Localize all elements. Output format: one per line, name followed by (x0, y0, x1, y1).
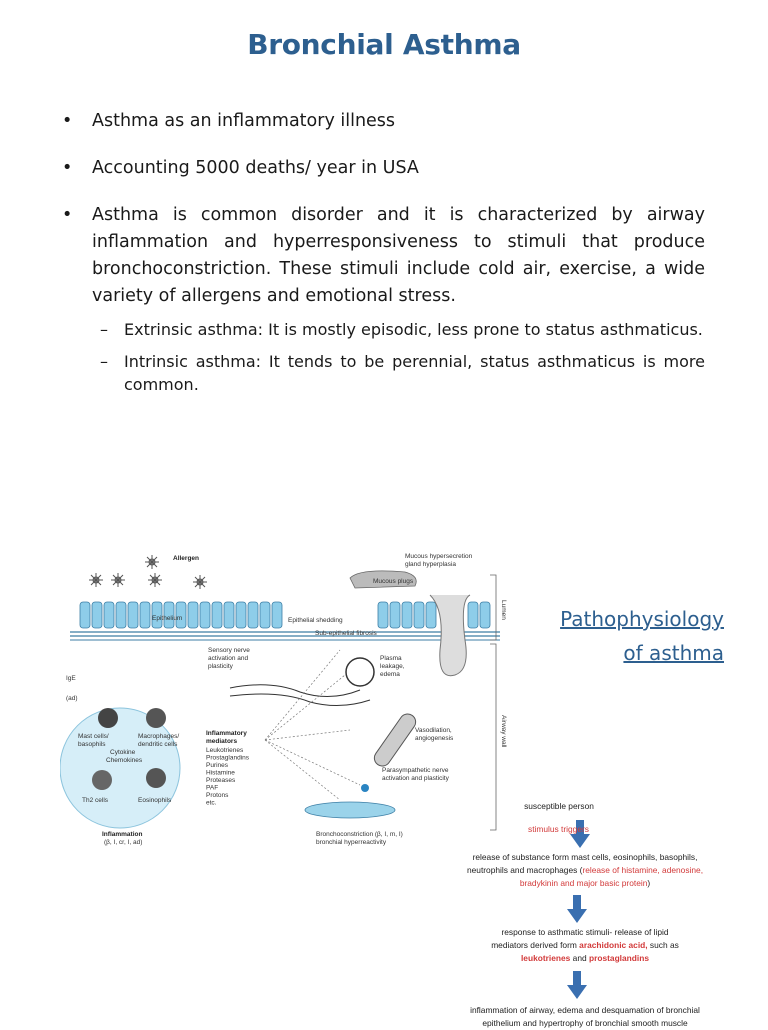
parasympathetic-label: Parasympathetic nerve (382, 767, 449, 774)
mediator-item: Proteases (206, 777, 236, 784)
flow-text-highlight: release of histamine, adenosine, (582, 865, 704, 875)
bronchoconstriction-label: Bronchoconstriction (β, I, m, I) (316, 831, 403, 838)
flow-step-response (410, 926, 760, 965)
bullet-list (60, 108, 705, 405)
sub-bullet-text: Intrinsic asthma: It tends to be perennial, status asthmaticus is more common. (124, 352, 705, 394)
flow-step-inflammation (410, 1004, 760, 1030)
flow-text: and (572, 953, 587, 963)
bronchoconstriction-label: bronchial hyperreactivity (316, 839, 387, 846)
nerve-terminal-icon (361, 784, 369, 792)
sensory-nerve-line (230, 694, 370, 706)
page-title: Bronchial Asthma (247, 28, 521, 61)
macrophage-icon (146, 708, 166, 728)
lumen-label: Lumen (500, 600, 507, 620)
smooth-muscle-icon (305, 802, 395, 818)
vasodilation-label: angiogenesis (415, 735, 454, 742)
mucous-plugs-label: Mucous plugs (373, 578, 414, 585)
mediator-item: Purines (206, 762, 229, 769)
flow-text-highlight: bradykinin and major basic protein (519, 878, 648, 888)
flow-step-susceptible (410, 800, 760, 813)
mediator-item: Histamine (206, 769, 235, 777)
mediator-list (206, 747, 250, 807)
inflammatory-mediators-label: Inflammatory (206, 730, 247, 737)
vessel-icon (371, 711, 419, 769)
mediator-item: Leukotrienes (206, 747, 244, 754)
eosinophil-icon (146, 768, 166, 788)
vasodilation-label: Vasodilation, (415, 727, 452, 734)
flow-step-stimulus: stimulus triggers (528, 824, 589, 834)
flow-text: susceptible person (524, 801, 594, 811)
inflammation-label: Inflammation (102, 831, 143, 838)
flow-text: response to asthmatic stimuli- release of lipid (501, 927, 669, 937)
parasympathetic-label: activation and plasticity (382, 775, 449, 782)
allergen-label: Allergen (173, 555, 200, 562)
mast-cells-label: basophils (78, 741, 106, 748)
flow-text: neutrophils and macrophages ( (466, 865, 583, 875)
flow-text: ) (647, 878, 651, 888)
sub-bullet-text: Extrinsic asthma: It is mostly episodic, less prone to status asthmaticus. (124, 320, 703, 339)
bullet-item: • Accounting 5000 deaths/ year in USA (60, 155, 705, 182)
plasma-label: edema (380, 671, 400, 678)
pathophysiology-title (518, 602, 724, 670)
flow-text: release of substance form mast cells, eosinophils, basophils, (472, 852, 698, 862)
plasma-label: leakage, (380, 663, 405, 670)
ige-label: IgE (66, 675, 76, 682)
mast-cell-icon (98, 708, 118, 728)
cytokine-label: Cytokine (110, 749, 136, 756)
mucous-hypersecretion-label: Mucous hypersecretion (405, 553, 473, 560)
epithelial-shedding-label: Epithelial shedding (288, 617, 343, 624)
th2-label: Th2 cells (82, 797, 109, 804)
inflammatory-mediators-label: mediators (206, 738, 238, 745)
flow-text-highlight: prostaglandins (588, 953, 649, 963)
sensory-nerve-label: activation and (208, 655, 249, 662)
sensory-nerve-label: Sensory nerve (208, 647, 250, 654)
sensory-nerve-label: plasticity (208, 663, 233, 670)
sub-epithelial-fibrosis-label: Sub-epithelial fibrosis (315, 630, 377, 637)
flow-text: such as (649, 940, 679, 950)
airway-wall-label: Airway wall (500, 715, 507, 748)
flow-text: inflammation of airway, edema and desquamation of bronchial (470, 1005, 700, 1015)
inflammation-codes: (β, I, cr, I, ad) (104, 839, 143, 846)
sub-bullet-item: – Intrinsic asthma: It tends to be perennial, status asthmaticus is more common. (100, 352, 705, 394)
th2-cell-icon (92, 770, 112, 790)
flow-text-highlight: leukotrienes (520, 953, 571, 963)
flow-step-release (410, 851, 760, 890)
gland-hyperplasia-label: gland hyperplasia (405, 561, 456, 568)
arrow-down-icon (567, 895, 587, 923)
eosinophils-label: Eosinophils (138, 797, 172, 804)
ad-label: (ad) (66, 695, 78, 702)
patho-title-line: Pathophysiology (560, 607, 724, 631)
bullet-item: • Asthma as an inflammatory illness (60, 108, 705, 135)
patho-title-line: of asthma (623, 641, 724, 665)
mediator-item: Protons (206, 792, 229, 799)
mast-cells-label: Mast cells/ (78, 733, 109, 740)
sub-bullet-item: – Extrinsic asthma: It is mostly episodic, less prone to status asthmaticus. (100, 320, 703, 339)
epithelium-label: Epithelium (152, 615, 183, 622)
plasma-label: Plasma (380, 655, 402, 662)
epithelium-cells (80, 602, 490, 628)
lumen-bracket (490, 575, 496, 640)
mediator-item: etc. (206, 799, 217, 807)
plasma-leakage-icon (346, 658, 374, 686)
macrophages-label: dendritic cells (138, 741, 178, 748)
flow-text-highlight: arachidonic acid, (579, 940, 648, 950)
mediator-item: Prostaglandins (206, 754, 249, 762)
macrophages-label: Macrophages/ (138, 733, 180, 740)
flow-text: epithelium and hypertrophy of bronchial smooth muscle (482, 1018, 688, 1028)
mediator-item: PAF (206, 784, 219, 792)
chemokines-label: Chemokines (106, 757, 143, 764)
arrow-down-icon (567, 971, 587, 999)
bullet-item: • Asthma is common disorder and it is characterized by airway inflammation and hyperresponsiveness to stimuli that produce bronchoconstriction. These stimuli include cold air, exercise, a wide variety of allergens and emotional stress. (60, 202, 705, 310)
flow-text: mediators derived form (491, 940, 577, 950)
